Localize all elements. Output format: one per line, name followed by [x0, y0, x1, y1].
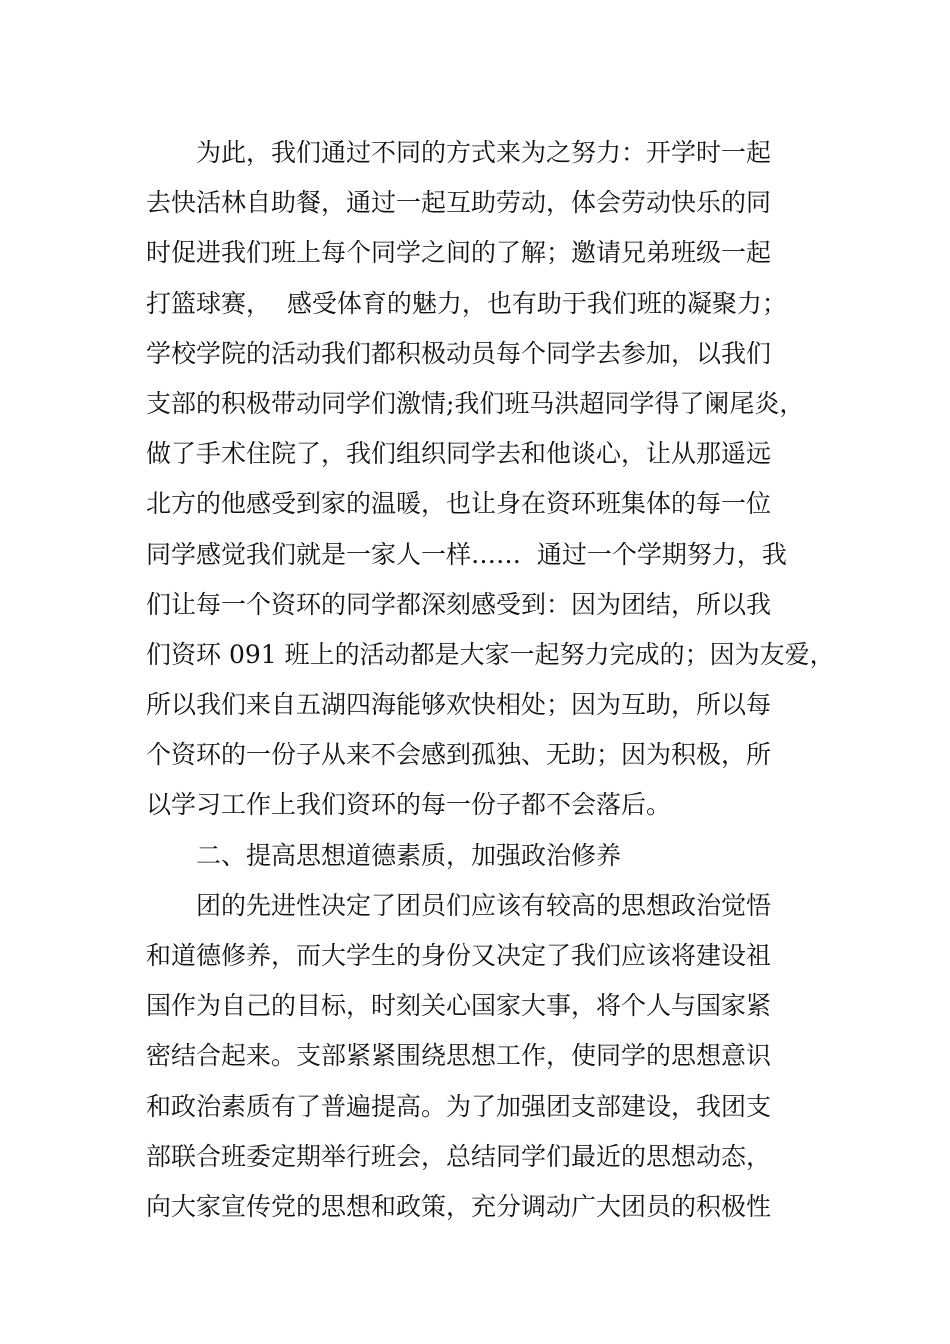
paragraph-line: 团的先进性决定了团员们应该有较高的思想政治觉悟 — [196, 890, 772, 920]
paragraph-line: 密结合起来。支部紧紧围绕思想工作，使同学的思想意识 — [146, 1041, 772, 1071]
paragraph-line: 时促进我们班上每个同学之间的了解；邀请兄弟班级一起 — [146, 238, 772, 268]
paragraph-line: 们资环 091 班上的活动都是大家一起努力完成的；因为友爱， — [146, 639, 835, 669]
paragraph-line: 向大家宣传党的思想和政策，充分调动广大团员的积极性 — [146, 1191, 772, 1221]
body-text — [146, 128, 835, 1232]
paragraph-line: 为此，我们通过不同的方式来为之努力：开学时一起 — [196, 138, 772, 167]
paragraph-line: 个资环的一份子从来不会感到孤独、无助；因为积极，所 — [146, 740, 772, 770]
paragraph-line: 们让每一个资环的同学都深刻感受到：因为团结，所以我 — [146, 589, 772, 619]
paragraph-line: 和政治素质有了普遍提高。为了加强团支部建设，我团支 — [146, 1091, 772, 1121]
section-heading: 二、提高思想道德素质，加强政治修养 — [196, 840, 622, 870]
paragraph-line: 所以我们来自五湖四海能够欢快相处；因为互助，所以每 — [146, 690, 772, 720]
paragraph-line: 做了手术住院了，我们组织同学去和他谈心，让从那遥远 — [146, 439, 772, 469]
paragraph-line: 部联合班委定期举行班会，总结同学们最近的思想动态， — [146, 1141, 772, 1171]
paragraph-line: 和道德修养，而大学生的身份又决定了我们应该将建设祖 — [146, 941, 772, 970]
paragraph-line: 北方的他感受到家的温暖，也让身在资环班集体的每一位 — [146, 489, 772, 519]
paragraph-line: 去快活林自助餐，通过一起互助劳动，体会劳动快乐的同 — [146, 188, 772, 218]
paragraph-line: 国作为自己的目标，时刻关心国家大事，将个人与国家紧 — [146, 991, 772, 1021]
paragraph-line: 同学感觉我们就是一家人一样…… 通过一个学期努力，我 — [146, 539, 787, 569]
paragraph-line: 以学习工作上我们资环的每一份子都不会落后。 — [146, 790, 672, 820]
paragraph-line: 打篮球赛， 感受体育的魅力，也有助于我们班的凝聚力； — [146, 288, 787, 318]
paragraph-line: 支部的积极带动同学们激情;我们班马洪超同学得了阑尾炎， — [146, 388, 805, 418]
paragraph-line: 学校学院的活动我们都积极动员每个同学去参加，以我们 — [146, 338, 772, 368]
